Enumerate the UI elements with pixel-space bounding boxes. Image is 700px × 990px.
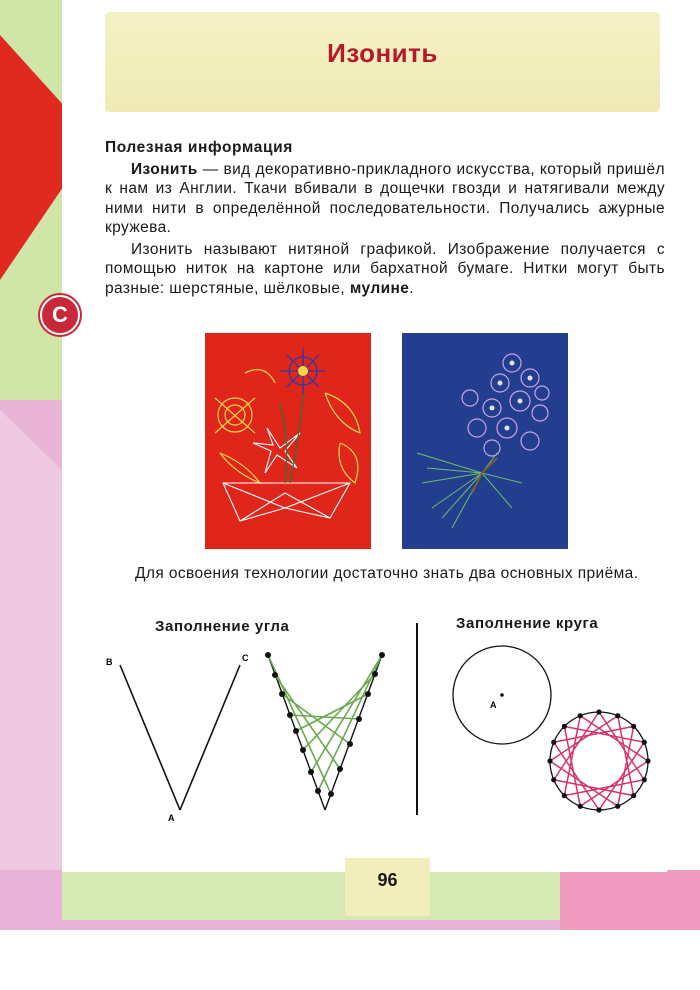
photo-red-thread-art [205, 333, 371, 549]
angle-diagrams [100, 645, 400, 825]
filled-angle-diagram [265, 652, 385, 810]
section-divider [416, 623, 418, 815]
nail-point [615, 713, 620, 718]
techniques-intro-text: Для освоения технологии достаточно знать два основных приёма. [135, 565, 639, 582]
circle-diagrams [440, 635, 670, 825]
nail-point [562, 793, 567, 798]
circle-center-label: А [490, 700, 497, 710]
angle-title: Заполнение угла [155, 618, 290, 635]
nail-point [615, 804, 620, 809]
para2-text: Изонить называют нитяной графикой. Изображение получается с помощью ниток на картоне или бархатной бумаге. Нитки могут быть разные: шерстяные, шёлковые, [105, 240, 665, 297]
nail-point [596, 709, 601, 714]
nail-point [596, 807, 601, 812]
mouline-bold: мулине [349, 279, 410, 297]
nail-point [578, 713, 583, 718]
point-c-label: С [242, 653, 249, 663]
nail-point [562, 724, 567, 729]
info-heading: Полезная информация [105, 139, 293, 156]
nail-point [642, 777, 647, 782]
info-paragraph-1 [105, 160, 665, 238]
nail-point [551, 777, 556, 782]
info-block [105, 138, 665, 298]
point-a-label: А [168, 813, 175, 823]
nail-point [631, 793, 636, 798]
circle-title: Заполнение круга [456, 615, 599, 632]
techniques-intro [105, 564, 663, 584]
info-paragraph-2 [105, 240, 665, 299]
plain-circle-diagram [453, 646, 551, 744]
nail-point [631, 724, 636, 729]
nail-point [645, 758, 650, 763]
page-title: Изонить [327, 38, 438, 68]
nail-point [551, 740, 556, 745]
nail-point [547, 758, 552, 763]
nail-point [578, 804, 583, 809]
para1-text: — вид декоративно-прикладного искусства, который пришёл к нам из Англии. Ткачи вбивали в дощечки гвозди и натягивали между ними нити в определённой последовательности. Получались ажурные кружева. [105, 160, 665, 236]
page-number: 96 [377, 870, 398, 890]
filled-circle-diagram [547, 709, 650, 812]
point-b-label: В [106, 657, 113, 667]
plain-angle-diagram [106, 653, 249, 823]
photo-blue-thread-art [402, 333, 568, 549]
term-bold: Изонить [131, 160, 198, 178]
para2-end: . [409, 279, 414, 297]
section-badge-icon: С [40, 295, 80, 335]
nail-point [642, 740, 647, 745]
